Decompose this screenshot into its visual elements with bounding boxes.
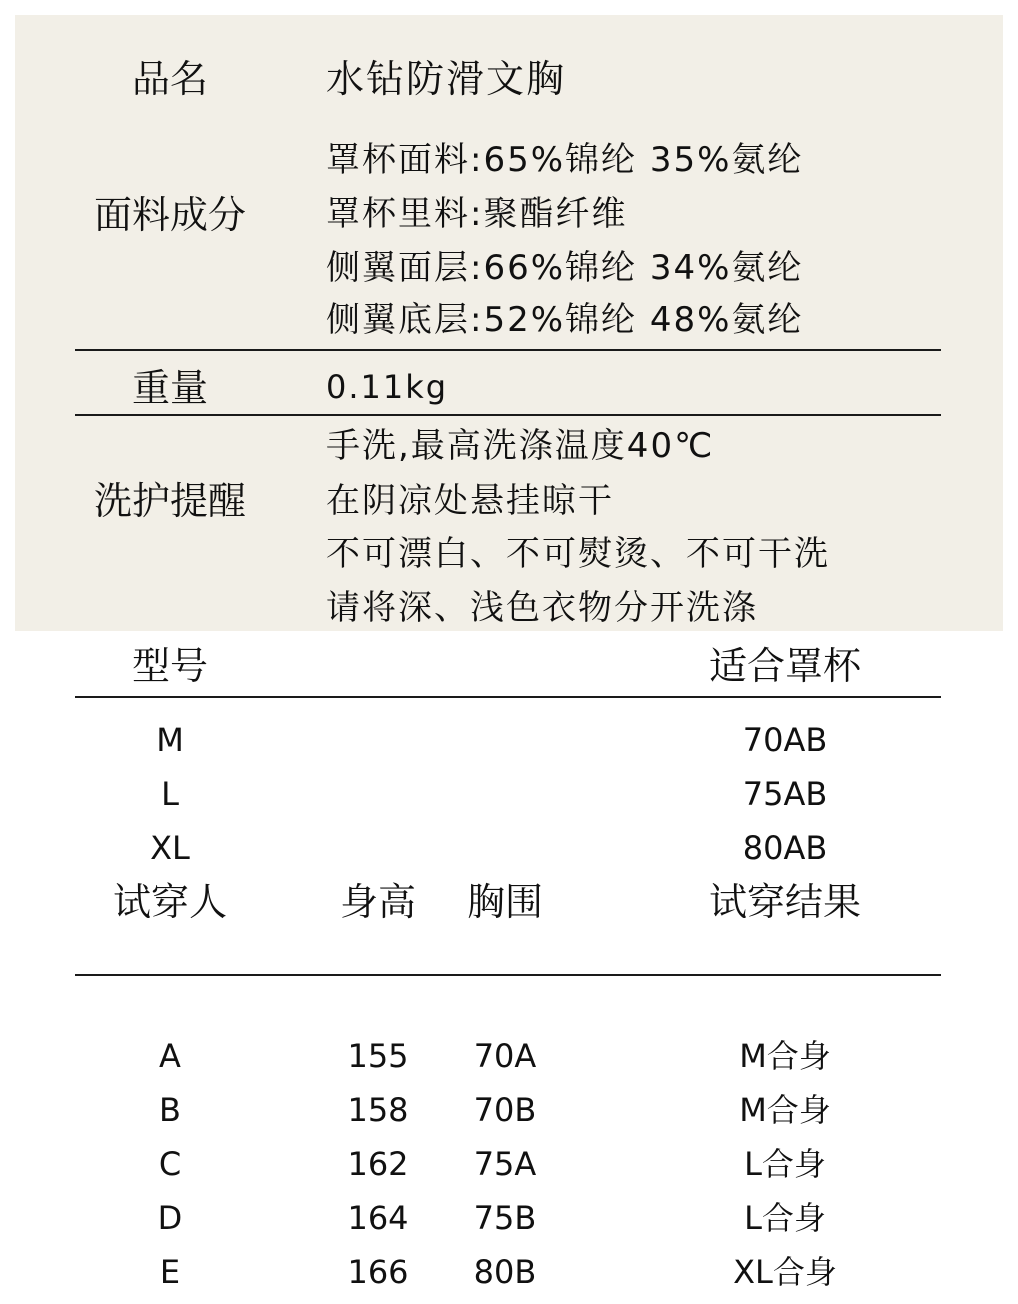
trial-header-person: 试穿人 bbox=[112, 880, 227, 924]
trial-result: M合身 bbox=[739, 1037, 831, 1075]
fabric-label: 面料成分 bbox=[93, 193, 246, 237]
size-model: L bbox=[161, 775, 179, 813]
divider bbox=[75, 974, 941, 976]
divider bbox=[75, 696, 941, 698]
trial-person: E bbox=[159, 1253, 181, 1291]
size-model: XL bbox=[150, 829, 190, 867]
divider bbox=[75, 414, 941, 416]
size-cup: 75AB bbox=[742, 775, 828, 813]
fabric-line: 侧翼底层:52%锦纶 48%氨纶 bbox=[326, 300, 804, 340]
size-header-model: 型号 bbox=[131, 644, 208, 688]
trial-height: 162 bbox=[347, 1145, 409, 1183]
trial-bust: 80B bbox=[473, 1253, 537, 1291]
care-label: 洗护提醒 bbox=[93, 479, 246, 523]
trial-header-bust: 胸围 bbox=[466, 880, 543, 924]
trial-bust: 75B bbox=[473, 1199, 537, 1237]
size-cup: 80AB bbox=[742, 829, 828, 867]
care-line: 在阴凉处悬挂晾干 bbox=[326, 481, 614, 521]
divider bbox=[75, 349, 941, 351]
trial-result: L合身 bbox=[744, 1199, 826, 1237]
trial-height: 166 bbox=[347, 1253, 409, 1291]
trial-height: 155 bbox=[347, 1037, 409, 1075]
size-header-cup: 适合罩杯 bbox=[708, 644, 861, 688]
weight-value: 0.11kg bbox=[326, 368, 449, 406]
trial-result: M合身 bbox=[739, 1091, 831, 1129]
trial-bust: 70B bbox=[473, 1091, 537, 1129]
trial-height: 158 bbox=[347, 1091, 409, 1129]
trial-header-height: 身高 bbox=[339, 880, 416, 924]
size-cup: 70AB bbox=[742, 721, 828, 759]
trial-bust: 75A bbox=[473, 1145, 537, 1183]
size-model: M bbox=[156, 721, 184, 759]
trial-height: 164 bbox=[347, 1199, 409, 1237]
trial-bust: 70A bbox=[473, 1037, 537, 1075]
trial-person: C bbox=[158, 1145, 182, 1183]
trial-result: L合身 bbox=[744, 1145, 826, 1183]
name-value: 水钻防滑文胸 bbox=[326, 57, 567, 101]
fabric-line: 罩杯里料:聚酯纤维 bbox=[326, 194, 628, 234]
fabric-line: 罩杯面料:65%锦纶 35%氨纶 bbox=[326, 140, 804, 180]
trial-person: B bbox=[159, 1091, 181, 1129]
care-line: 手洗,最高洗涤温度40℃ bbox=[326, 426, 715, 466]
trial-result: XL合身 bbox=[733, 1253, 837, 1291]
care-line: 请将深、浅色衣物分开洗涤 bbox=[326, 588, 758, 628]
trial-header-result: 试穿结果 bbox=[708, 880, 861, 924]
name-label: 品名 bbox=[131, 57, 208, 101]
trial-person: D bbox=[157, 1199, 183, 1237]
fabric-line: 侧翼面层:66%锦纶 34%氨纶 bbox=[326, 248, 804, 288]
weight-label: 重量 bbox=[131, 366, 208, 410]
trial-person: A bbox=[159, 1037, 181, 1075]
care-line: 不可漂白、不可熨烫、不可干洗 bbox=[326, 534, 830, 574]
